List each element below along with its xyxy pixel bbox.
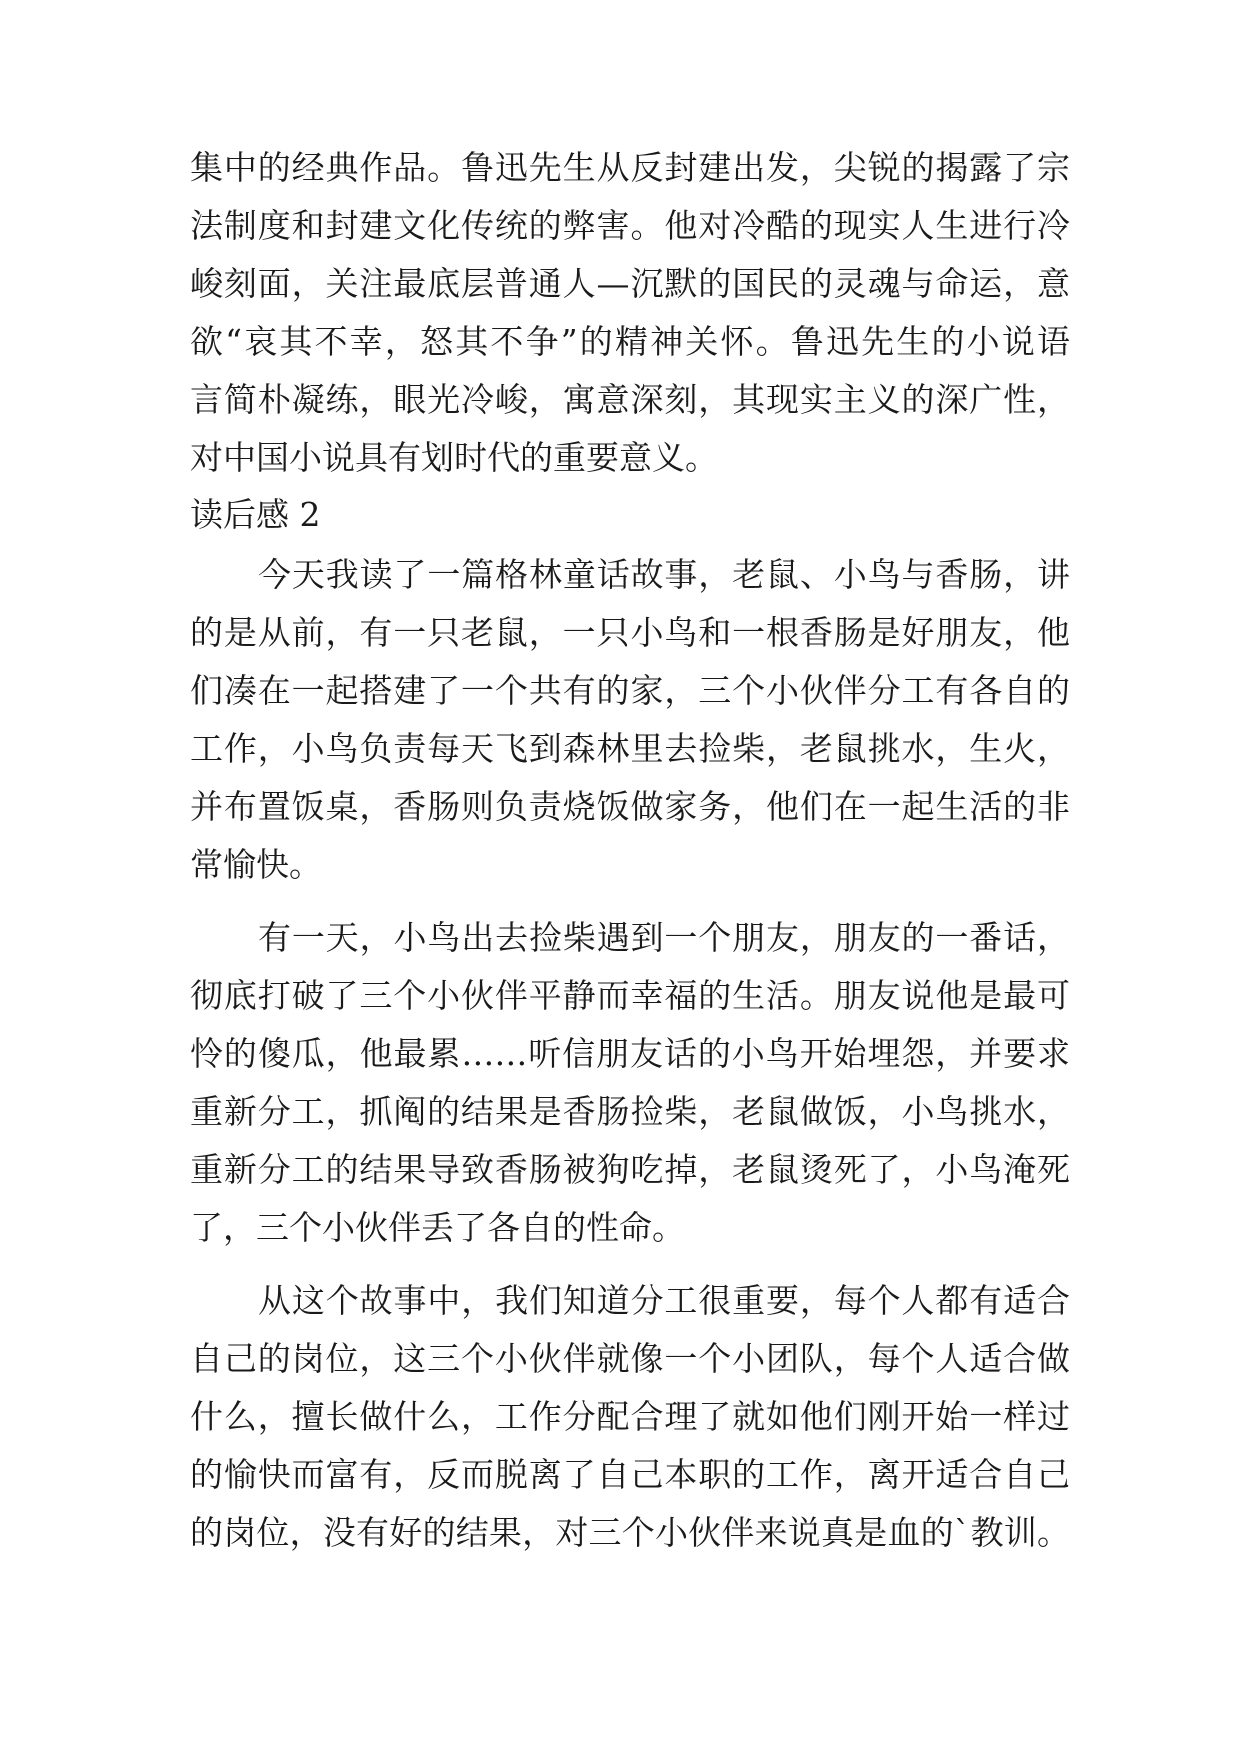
paragraph-1-line: 对中国小说具有划时代的重要意义。 [190, 438, 718, 477]
paragraph-1-line: 言简朴凝练，眼光冷峻，寓意深刻，其现实主义的深广性， [190, 380, 1070, 419]
paragraph-3-line: 了，三个小伙伴丢了各自的性命。 [190, 1208, 685, 1247]
paragraph-1-line: 集中的经典作品。鲁迅先生从反封建出发，尖锐的揭露了宗 [190, 148, 1070, 187]
paragraph-2-line: 的是从前，有一只老鼠，一只小鸟和一根香肠是好朋友，他 [190, 613, 1070, 652]
paragraph-2-line: 常愉快。 [190, 845, 322, 884]
paragraph-3-line: 重新分工的结果导致香肠被狗吃掉，老鼠烫死了，小鸟淹死 [190, 1150, 1070, 1189]
paragraph-4-line: 的愉快而富有，反而脱离了自己本职的工作，离开适合自己 [190, 1455, 1070, 1494]
paragraph-4-line: 的岗位，没有好的结果，对三个小伙伴来说真是血的`教训。 [190, 1513, 1070, 1552]
paragraph-1-line: 欲“哀其不幸，怒其不争”的精神关怀。鲁迅先生的小说语 [190, 322, 1070, 361]
paragraph-2-line: 并布置饭桌，香肠则负责烧饭做家务，他们在一起生活的非 [190, 787, 1070, 826]
paragraph-1-line: 峻刻面，关注最底层普通人—沉默的国民的灵魂与命运，意 [190, 264, 1070, 303]
paragraph-2-line: 今天我读了一篇格林童话故事，老鼠、小鸟与香肠，讲 [258, 555, 1070, 594]
paragraph-2-line: 工作，小鸟负责每天飞到森林里去捡柴，老鼠挑水，生火， [190, 729, 1070, 768]
paragraph-1-line: 法制度和封建文化传统的弊害。他对冷酷的现实人生进行冷 [190, 206, 1070, 245]
paragraph-3-line: 有一天，小鸟出去捡柴遇到一个朋友，朋友的一番话， [258, 918, 1070, 957]
paragraph-3-line: 彻底打破了三个小伙伴平静而幸福的生活。朋友说他是最可 [190, 976, 1070, 1015]
paragraph-4-line: 从这个故事中，我们知道分工很重要，每个人都有适合 [258, 1281, 1070, 1320]
paragraph-4-line: 自己的岗位，这三个小伙伴就像一个小团队，每个人适合做 [190, 1339, 1070, 1378]
paragraph-4-line: 什么，擅长做什么，工作分配合理了就如他们刚开始一样过 [190, 1397, 1070, 1436]
section-heading: 读后感 2 [190, 495, 321, 534]
paragraph-2-line: 们凑在一起搭建了一个共有的家，三个小伙伴分工有各自的 [190, 671, 1070, 710]
paragraph-3-line: 怜的傻瓜，他最累……听信朋友话的小鸟开始埋怨，并要求 [190, 1034, 1070, 1073]
paragraph-3-line: 重新分工，抓阄的结果是香肠捡柴，老鼠做饭，小鸟挑水， [190, 1092, 1070, 1131]
